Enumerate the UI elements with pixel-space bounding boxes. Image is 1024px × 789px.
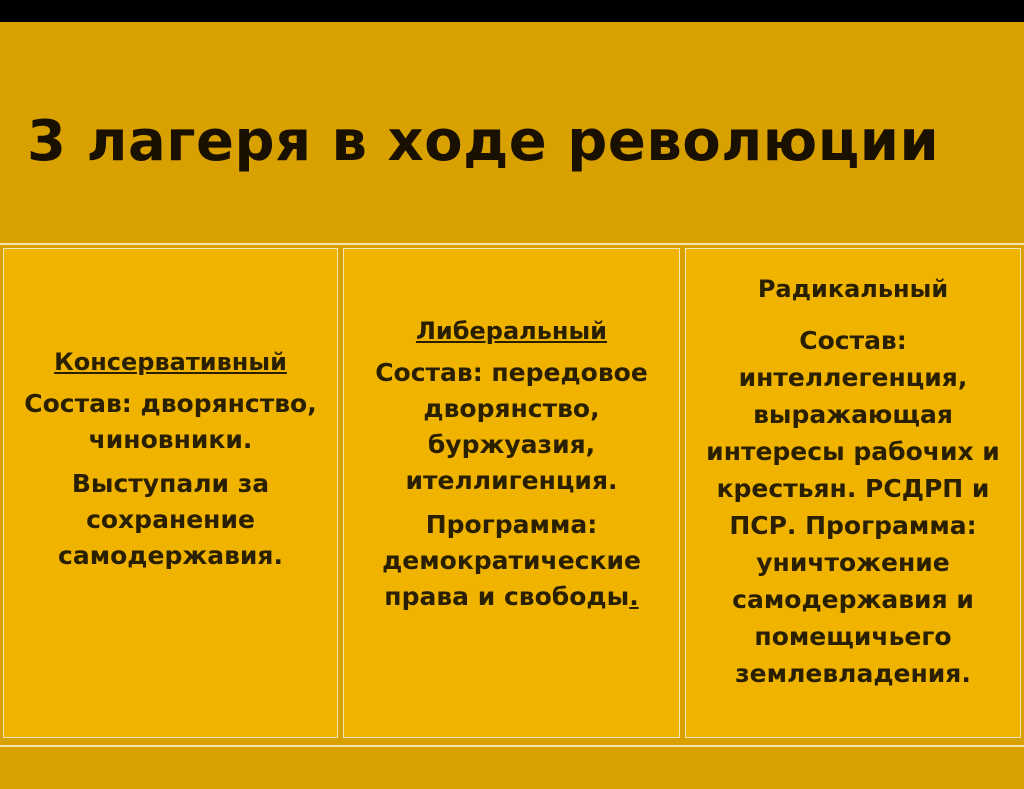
camp-cell-liberal: [344, 249, 679, 737]
camp-composition: Состав: интеллегенция, выражающая интересы рабочих и крестьян. РСДРП и ПСР. Программа: уничтожение самодержавия и помещичьего землевладения.: [706, 326, 1000, 688]
camp-composition: Состав: передовое дворянство, буржуазия, ителлигенция.: [375, 358, 648, 495]
camp-composition: Состав: дворянство, чиновники.: [24, 389, 317, 454]
camp-heading: Консервативный: [54, 348, 287, 376]
camp-position: Выступали за сохранение самодержавия.: [58, 469, 283, 570]
bottom-strip: [0, 747, 1024, 789]
slide: [0, 22, 1024, 767]
camp-heading: Либеральный: [415, 317, 607, 345]
camp-program-end: .: [629, 582, 639, 611]
camp-program: [367, 507, 657, 615]
slide-title: 3 лагеря в ходе революции: [27, 109, 940, 174]
camp-heading: Радикальный: [757, 275, 949, 303]
camp-cell-conservative: [4, 249, 337, 737]
camp-cell-radical: [686, 249, 1020, 737]
camps-table: [0, 243, 1024, 747]
camp-program-text: Программа: демократические права и свободы: [382, 510, 641, 611]
